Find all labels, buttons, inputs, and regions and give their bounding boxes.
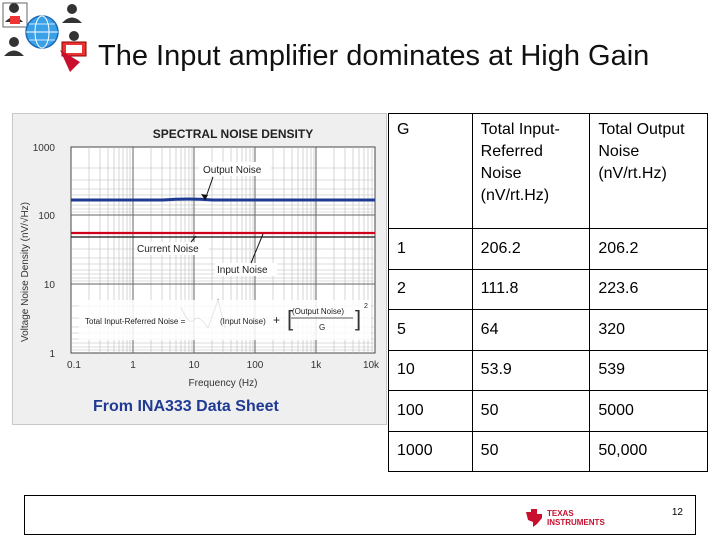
x-tick-label: 1 bbox=[130, 360, 136, 371]
table-header-cell: Total Output Noise (nV/rt.Hz) bbox=[590, 114, 708, 229]
table-cell: 223.6 bbox=[590, 269, 708, 310]
table-cell: 5 bbox=[389, 310, 473, 351]
noise-table bbox=[388, 113, 708, 472]
table-row bbox=[389, 229, 708, 270]
slide-number: 12 bbox=[671, 507, 683, 518]
person-icon-left bbox=[4, 37, 24, 56]
table-cell: 50 bbox=[472, 431, 590, 472]
globe-network-icon bbox=[26, 16, 58, 48]
figure-xlabel: Frequency (Hz) bbox=[188, 378, 258, 389]
noise-formula bbox=[79, 300, 371, 340]
texas-outline-icon bbox=[526, 509, 542, 527]
formula-lhs: Total Input-Referred Noise = bbox=[85, 317, 186, 326]
ti-brand-line1: TEXAS bbox=[547, 509, 574, 518]
table-cell: 50,000 bbox=[590, 431, 708, 472]
ti-brand-line2: INSTRUMENTS bbox=[547, 518, 605, 527]
table-cell: 320 bbox=[590, 310, 708, 351]
table-cell: 1 bbox=[389, 229, 473, 270]
y-tick-label: 1 bbox=[49, 349, 55, 360]
table-cell: 206.2 bbox=[472, 229, 590, 270]
y-tick-label: 10 bbox=[43, 280, 55, 291]
x-tick-label: 100 bbox=[246, 360, 264, 371]
output-noise-label: Output Noise bbox=[203, 165, 262, 176]
input-noise-label: Input Noise bbox=[217, 265, 268, 276]
table-cell: 206.2 bbox=[590, 229, 708, 270]
figure-title: SPECTRAL NOISE DENSITY bbox=[152, 127, 314, 141]
formula-exponent: 2 bbox=[364, 303, 368, 310]
formula-denominator: G bbox=[319, 323, 326, 332]
table-row bbox=[389, 431, 708, 472]
person-icon-top-right bbox=[62, 4, 82, 23]
table-cell: 100 bbox=[389, 391, 473, 432]
figure-ylabel: Voltage Noise Density (nV/√Hz) bbox=[20, 202, 31, 342]
header-logo-cluster bbox=[0, 0, 95, 75]
table-cell: 53.9 bbox=[472, 350, 590, 391]
table-header-cell: Total Input-Referred Noise (nV/rt.Hz) bbox=[472, 114, 590, 229]
x-tick-label: 0.1 bbox=[67, 360, 81, 371]
table-cell: 5000 bbox=[590, 391, 708, 432]
person-with-form-icon bbox=[3, 3, 27, 27]
table-header-cell: G bbox=[389, 114, 473, 229]
table-row bbox=[389, 350, 708, 391]
table-cell: 10 bbox=[389, 350, 473, 391]
y-tick-label: 100 bbox=[38, 211, 55, 222]
x-tick-label: 10 bbox=[188, 360, 200, 371]
table-cell: 539 bbox=[590, 350, 708, 391]
table-cell: 1000 bbox=[389, 431, 473, 472]
slide-footer bbox=[24, 495, 696, 535]
person-with-laptop-icon bbox=[62, 31, 86, 56]
svg-text:[: [ bbox=[287, 306, 294, 331]
current-noise-label: Current Noise bbox=[137, 244, 199, 255]
ti-logo bbox=[525, 506, 617, 528]
svg-text:+: + bbox=[273, 313, 281, 327]
table-row bbox=[389, 269, 708, 310]
table-row bbox=[389, 310, 708, 351]
x-tick-label: 1k bbox=[310, 360, 322, 371]
table-cell: 111.8 bbox=[472, 269, 590, 310]
formula-term1: (Input Noise) bbox=[220, 317, 266, 326]
svg-text:]: ] bbox=[355, 306, 362, 331]
y-tick-label: 1000 bbox=[32, 143, 55, 154]
output-noise-curve bbox=[71, 199, 375, 200]
table-cell: 2 bbox=[389, 269, 473, 310]
table-row bbox=[389, 391, 708, 432]
noise-density-figure bbox=[12, 113, 387, 425]
table-header-row bbox=[389, 114, 708, 229]
x-tick-label: 10k bbox=[362, 360, 380, 371]
slide-title: The Input amplifier dominates at High Gain bbox=[98, 40, 650, 72]
table-cell: 64 bbox=[472, 310, 590, 351]
table-cell: 50 bbox=[472, 391, 590, 432]
formula-numerator: (Output Noise) bbox=[292, 307, 345, 316]
figure-source: From INA333 Data Sheet bbox=[93, 398, 279, 415]
